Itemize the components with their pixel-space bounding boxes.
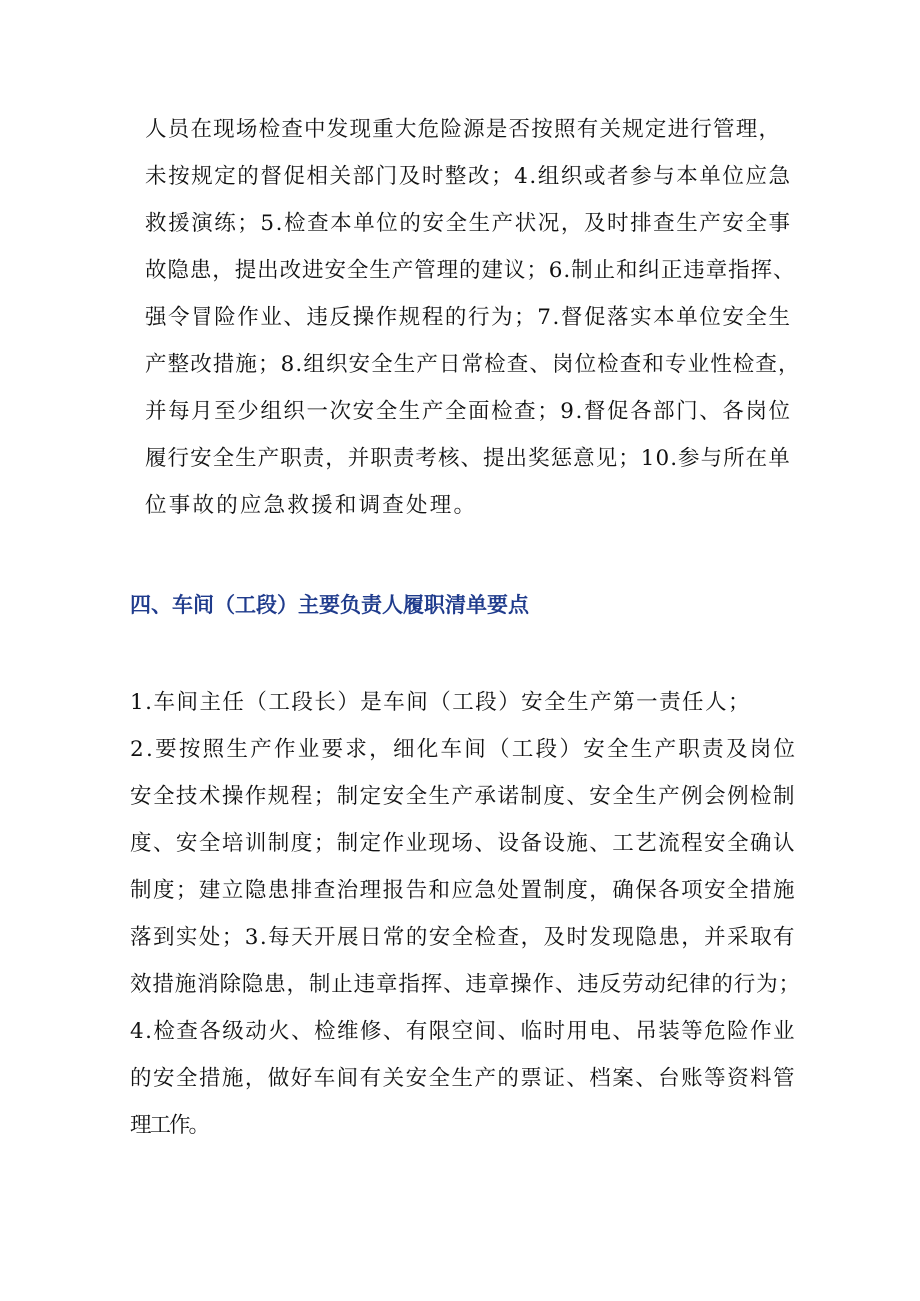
paragraph-line: 落到实处；3.每天开展日常的安全检查，及时发现隐患，并采取有 <box>130 925 796 950</box>
paragraph-line: 未按规定的督促相关部门及时整改；4.组织或者参与本单位应急 <box>145 164 792 189</box>
paragraph-line: 4.检查各级动火、检维修、有限空间、临时用电、吊装等危险作业 <box>130 1019 796 1044</box>
paragraph-line: 履行安全生产职责，并职责考核、提出奖惩意见；10.参与所在单 <box>145 446 791 471</box>
paragraph-line: 制度；建立隐患排查治理报告和应急处置制度，确保各项安全措施 <box>130 878 796 903</box>
paragraph-line: 故隐患，提出改进安全生产管理的建议；6.制止和纠正违章指挥、 <box>145 258 796 283</box>
paragraph-line: 2.要按照生产作业要求，细化车间（工段）安全生产职责及岗位 <box>130 737 798 762</box>
paragraph-line: 强令冒险作业、违反操作规程的行为；7.督促落实本单位安全生 <box>145 305 792 330</box>
paragraph-line: 的安全措施，做好车间有关安全生产的票证、档案、台账等资料管 <box>130 1066 796 1091</box>
paragraph-line: 1.车间主任（工段长）是车间（工段）安全生产第一责任人； <box>130 690 751 715</box>
paragraph-line: 人员在现场检查中发现重大危险源是否按照有关规定进行管理， <box>145 117 782 142</box>
paragraph-line: 产整改措施；8.组织安全生产日常检查、岗位检查和专业性检查， <box>145 352 801 377</box>
paragraph-line: 效措施消除隐患，制止违章指挥、违章操作、违反劳动纪律的行为； <box>130 972 801 997</box>
section-heading: 四、车间（工段）主要负责人履职清单要点 <box>130 593 529 617</box>
paragraph-line: 救援演练；5.检查本单位的安全生产状况，及时排查生产安全事 <box>145 211 792 236</box>
paragraph-line: 理工作。 <box>130 1113 209 1138</box>
paragraph-line: 并每月至少组织一次安全生产全面检查；9.督促各部门、各岗位 <box>145 399 792 424</box>
paragraph-line: 度、安全培训制度；制定作业现场、设备设施、工艺流程安全确认 <box>130 831 796 856</box>
paragraph-line: 位事故的应急救援和调查处理。 <box>145 493 478 518</box>
paragraph-line: 安全技术操作规程；制定安全生产承诺制度、安全生产例会例检制 <box>130 784 796 809</box>
